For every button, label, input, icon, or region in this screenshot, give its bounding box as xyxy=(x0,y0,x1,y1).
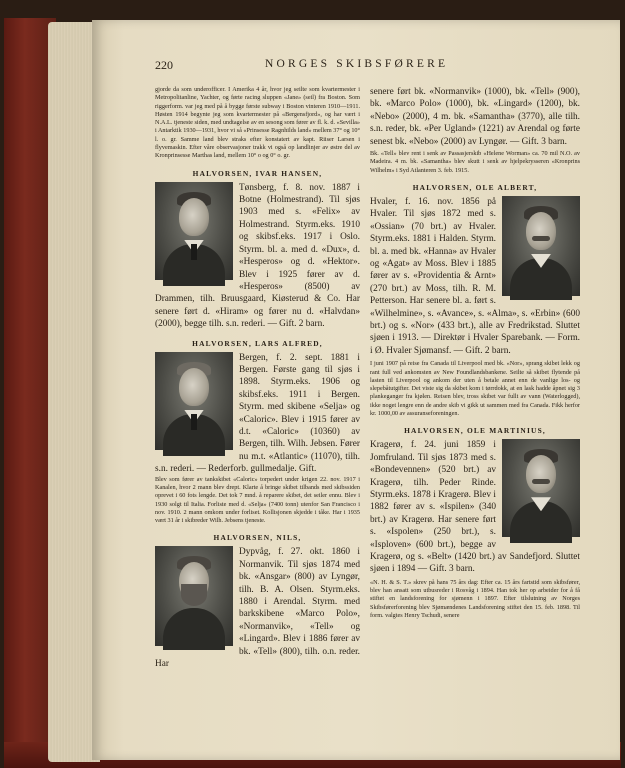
biography-entry xyxy=(370,426,580,620)
entry-note: I juni 1907 på reise fra Canada til Liverpool med bk. «Nor», sprang skibet lekk og rant full ved ankomsten av New Foundlandsbankene. Seilte så skibet flytende på lasten til Liverpool og ankom der uten å betale annet enn de vanlige los- og slepebåtutgifter. Det viste sig da skibet kom i tørrdokk, at en lask hadde åpnet sig 3 plankeganger fra kjølen. Reisen blev, tross skibet var fullt av vann (Waterlogged), ikke noget lengre enn de andre skib vi gikk ut sammen med fra Canada. Fikk herfor kr. 1000,00 av assuranseforeningen. xyxy=(370,360,580,417)
intro-paragraph: gjorde da som underofficer. I Amerika 4 år, hvor jeg seilte som kvartermester i Metropolitanline, Yachter, og førte racing sluppen «Jane» (seil) fra Boston. Som riggerform. var jeg med på å bygge første subway i Boston vinteren 1910—1911. Høsten 1914 begynte jeg som kvartermester på «Bergensfjord», og har vært i N.A.L. tjeneste siden, med undtagelse av en sesong som fører av fl. k. d. «Sevilla» i Antarktik 1930—1931, hvor vi så «Prinsesse Ragnhilds land» mellem 37° og 10° l. o. gr. Samme land blev straks efter konstatert av kapt. Riiser Larsen i flyvemaskin. Efter våre observasjoner trakk vi også op landlinjer av østre del av Kronprinsesse Marthas land, mellem 10° o og 0° o. gr. xyxy=(155,86,360,160)
entry-text: Dypvåg, f. 27. okt. 1860 i Normanvik. Til sjøs 1874 med bk. «Ansgar» (800) av Lyngør, tilh. B. A. Olsen. Styrm.eks. 1880 i Arendal. Styrm. med barkskibene «Marco Polo», «Normanvik», «Tell» og «Lingard». Blev i 1886 fører av bk. «Tell» (800), tilh. o.n. reder. Har xyxy=(155,547,360,670)
portrait-beard xyxy=(181,584,207,606)
portrait-tie xyxy=(191,244,197,260)
portrait-mustache xyxy=(532,236,550,241)
portrait-photo xyxy=(502,196,580,296)
portrait-face xyxy=(179,198,209,236)
portrait-photo xyxy=(155,546,233,646)
biography-entry xyxy=(155,533,360,670)
biography-entry xyxy=(155,339,360,526)
portrait-photo xyxy=(155,352,233,450)
biography-entry xyxy=(155,169,360,331)
portrait-face xyxy=(526,455,556,493)
continued-entry-text: senere ført bk. «Normanvik» (1000), bk. «Tell» (900), bk. «Marco Polo» (1000), bk. «Lingard» (1200), bk. «Nebo» (2000), 4 m. bk. «Samantha» (3770), alle tilh. s.n. reder, bk. «Per Ugland» (1221) av Arendal og førte senest bk. «Nebo» (2000) av Lyngør. — Gift. 3 barn. xyxy=(370,87,580,147)
right-column xyxy=(370,86,580,620)
entry-note: Blev som fører av tankskibet «Caloric» torpedert under krigen 22. nov. 1917 i Kanalen, hvor 2 mann blev drept. Klarte å bringe skibet tilbands med skibssiden oprevet i 60 fots lengde. Det tok 7 mnd. å reparere skibet, det seiler ennu. Blev i 1930 solgt til Italia. Forliste med d. «Selja» (7400 tonn) utenfor San Francisco i nov. 1910. 2 mann omkom under forliset. Kollisjonen skjedde i tåke. Har i 1935 vært 31 år i skibreder Wilh. Jebsens tjeneste. xyxy=(155,475,360,525)
portrait-face xyxy=(179,368,209,406)
entry-text: Bergen, f. 2. sept. 1881 i Bergen. Første gang til sjøs i 1898. Styrm.eks. 1906 og skibsf.eks. 1911 i Bergen. Styrm. med skibene «Selja» og «Caloric». Blev i 1915 fører av d.t. «Caloric» (10360) av Bergen, tilh. Wilh. Jebsen. Fører nu m.t. «Atlantic» (11070), tilh. s.n. rederi. — Rederforb. gullmedalje. Gift. xyxy=(155,352,360,475)
running-title: NORGES SKIBSFØRERE xyxy=(265,58,449,70)
entry-heading: HALVORSEN, LARS ALFRED, xyxy=(192,338,323,348)
entry-text: Hvaler, f. 16. nov. 1856 på Hvaler. Til sjøs 1872 med s. «Ossian» (70 brt.) av Hvaler. Styrm.eks. 1881 i Halden. Styrm. bl. a. med bk. «Hanna» av Hvaler og «Agat» av Moss. Blev i 1885 fører av s. «Providentia & Arnt» (270 brt.) av Moss, tilh. R. M. Petterson. Har senere bl. a. ført s. «Wilhelmine», s. «Avance», s. «Alma», s. «Erbin» (600 brt.) og s. «Nor» (433 brt.), alle av Fredrikstad. Sluttet sjøen i 1913. — Direktør i Hvaler Sparebank. — Form. i Ø. Hvaler Sjømansf. — Gift. 2 barn. xyxy=(370,196,580,356)
left-column xyxy=(155,86,360,670)
entry-note: «N. H. & S. T.» skrev på hans 75 års dag: Efter ca. 15 års fartstid som skibsfører, blev han ansatt som utbusreder i Rosvåg i 1894. Han tok her op arbeider for å få stiftet en landsforening for sjømenn i 1897. Efter tilslutning av Norges Skibsførerforening blev Sjømændenes Landsforening stiftet den 15. feb. 1898. Til form. valgtes Henry Tschudi, senere xyxy=(370,578,580,619)
entry-heading: HALVORSEN, OLE ALBERT, xyxy=(412,182,538,192)
portrait-mustache xyxy=(532,479,550,484)
entry-heading: HALVORSEN, NILS, xyxy=(213,533,302,543)
entry-heading: HALVORSEN, OLE MARTINIUS, xyxy=(404,426,546,436)
portrait-photo xyxy=(502,439,580,537)
portrait-tie xyxy=(191,414,197,430)
continued-entry-note: Bk. «Tell» blev rent i senk av Passasjerskib «Helene Worman» ca. 70 mil N.O. av Madeira. 4 m. bk. «Samantha» blev skutt i senk av hjelpekrysseren «Kronprins Wilhelm» i Syd Atlanteren 3. feb. 1915. xyxy=(370,150,580,174)
biography-entry xyxy=(370,183,580,418)
entry-text: Kragerø, f. 24. juni 1859 i Jomfruland. Til sjøs 1873 med s. «Bondevennen» (520 brt.) av Kragerø, tilh. Peder Rinde. Styrm.eks. 1878 i Kragerø. Blev i 1882 fører av s. «Ispilen» (340 brt.) av Kragerø. Har senere ført s. «Ispolen» (250 brt.), s. «Isploven» (600 brt.), begge av Kragerø, og s. «Belt» (1420 brt.) av Sandefjord. Sluttet sjøen i 1894 — Gift. 3 barn. xyxy=(370,440,580,575)
entry-heading: HALVORSEN, IVAR HANSEN, xyxy=(192,168,323,178)
portrait-coat xyxy=(163,608,225,650)
page-number: 220 xyxy=(155,58,173,72)
running-header xyxy=(155,58,595,72)
portrait-face xyxy=(526,212,556,250)
entry-text: Tønsberg, f. 8. nov. 1887 i Botne (Holmestrand). Til sjøs 1903 med s. «Felix» av Holmestrand. Styrm.eks. 1910 og skibsf.eks. 1917 i Oslo. Styrm. bl. a. med d. «Dux», d. «Hesperos» og d. «Hektor». Blev i 1925 fører av d. «Hesperos» (8500) av Drammen, tilh. Bruusgaard, Kiøsterud & Co. Har senere ført d. «Hiram» og fører nu d. «Halvdan» (2000), begge tilh. s.n. rederi. — Gift. 2 barn. xyxy=(155,182,360,330)
portrait-photo xyxy=(155,182,233,280)
